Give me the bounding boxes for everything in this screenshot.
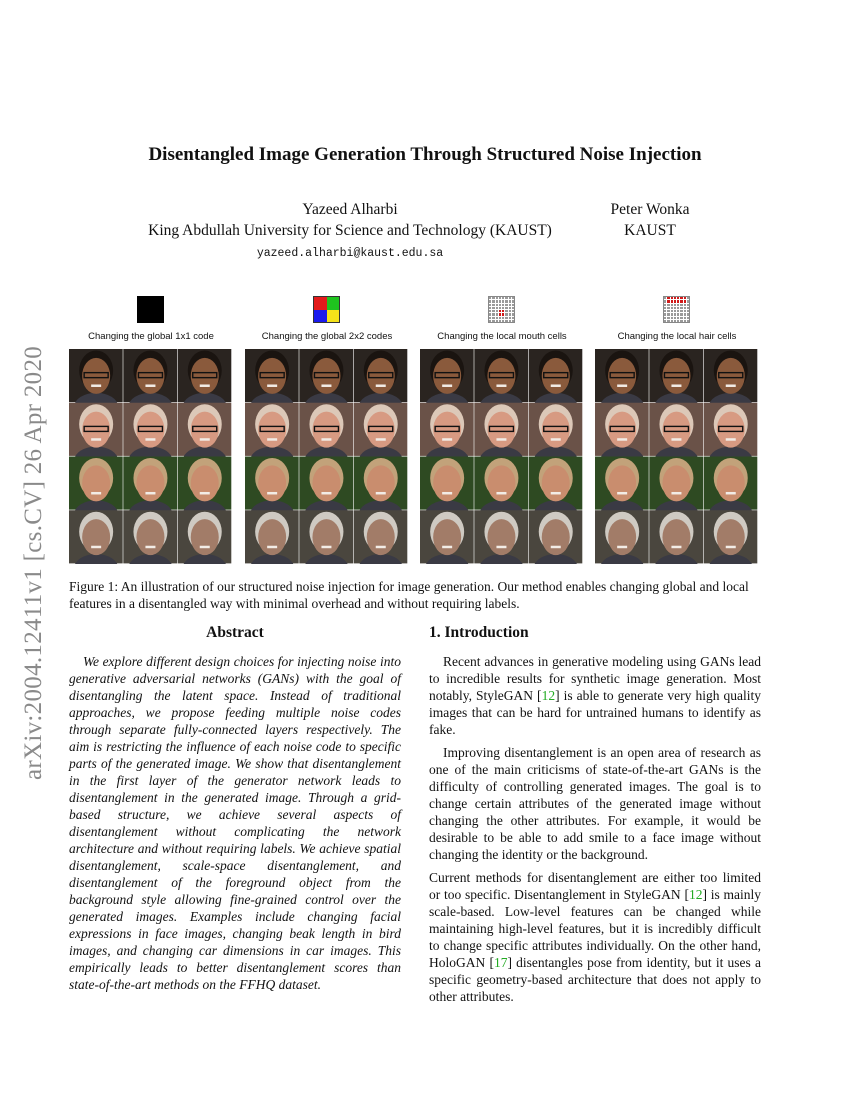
- author-email: yazeed.alharbi@kaust.edu.sa: [256, 247, 444, 260]
- face-thumbnail: [704, 510, 758, 564]
- noise-code-2x2-icon: [313, 296, 340, 323]
- panel-caption: Changing the local mouth cells: [437, 331, 567, 342]
- face-thumbnail: [649, 510, 703, 564]
- abstract-heading: Abstract: [206, 624, 264, 641]
- arxiv-identifier: arXiv:2004.12411v1 [cs.CV] 26 Apr 2020: [20, 345, 47, 780]
- face-thumbnail: [420, 510, 474, 564]
- panel-caption: Changing the local hair cells: [617, 331, 737, 342]
- face-image-grid: [69, 349, 232, 564]
- intro-paragraph-3: Current methods for disentanglement are either too limited or too specific. Disentanglement in StyleGAN [12] is mainly scale-based. Low-level features can be changed while maintaining high-level features, but it is incredibly difficult to change specific attributes individually. On the other hand, HoloGAN [17] disentangles pose from identity, but it uses a specific geometry-based architecture that does not apply to other attributes.: [429, 870, 761, 1004]
- citation-link[interactable]: 17: [493, 955, 508, 970]
- citation-link[interactable]: 12: [688, 887, 703, 902]
- abstract-column: [69, 624, 401, 993]
- author-name: Peter Wonka: [610, 201, 690, 218]
- intro-paragraph-1: Recent advances in generative modeling using GANs lead to incredible results for synthetic image generation. Most notably, StyleGAN [12] is able to generate very high quality images that can be hard for untrained humans to identify as fake.: [429, 654, 761, 737]
- face-thumbnail: [299, 510, 353, 564]
- face-thumbnail: [595, 510, 649, 564]
- figure-1: [69, 296, 759, 568]
- citation-link[interactable]: 12: [541, 688, 556, 703]
- panel-caption: Changing the global 2x2 codes: [261, 331, 393, 342]
- face-thumbnail: [474, 510, 528, 564]
- face-thumbnail: [123, 510, 177, 564]
- author-affiliation: King Abdullah University for Science and Technology (KAUST): [148, 222, 552, 239]
- noise-code-1x1-icon: [137, 296, 164, 323]
- face-thumbnail: [245, 510, 299, 564]
- face-image-grid: [420, 349, 583, 564]
- author-block-2: [600, 199, 700, 241]
- noise-grid-hair-icon: [663, 296, 690, 323]
- introduction-column: [429, 624, 761, 1011]
- figure-caption: Figure 1: An illustration of our structured noise injection for image generation. Our method enables changing global and local features in a disentangled way with minimal overhead and without requiring labels.: [69, 579, 749, 611]
- intro-paragraph-2: Improving disentanglement is an open area of research as one of the main criticisms of state-of-the-art GANs is the difficulty of controlling generated images. The goal is to change certain attributes of the generated image without changing the other attributes. For example, it would be desirable to be able to add smile to a face image without changing the identity or the background.: [429, 745, 761, 862]
- face-image-grid: [595, 349, 758, 564]
- face-image-grid: [245, 349, 408, 564]
- introduction-heading: 1. Introduction: [429, 624, 529, 641]
- paper-title: Disentangled Image Generation Through Structured Noise Injection: [148, 144, 702, 165]
- author-block-1: [130, 199, 570, 264]
- author-affiliation: KAUST: [624, 222, 676, 239]
- noise-grid-mouth-icon: [488, 296, 515, 323]
- face-thumbnail: [69, 510, 123, 564]
- abstract-text: We explore different design choices for injecting noise into generative adversarial networks (GANs) with the goal of disentangling the latent space. Instead of traditional approaches, we propose feeding multiple noise codes through separate fully-connected layers respectively. The aim is restricting the influence of each noise code to specific parts of the generated image. We show that disentanglement in the first layer of the generator network leads to disentanglement in the generated image. Through a grid-based structure, we achieve several aspects of disentanglement without complicating the network architecture and without requiring labels. We achieve spatial disentanglement, scale-space disentanglement, and disentanglement of the foreground object from the background style allowing fine-grained control over the generated images. Examples include changing facial expressions in face images, changing beak length in bird images, and changing car dimensions in car images. This empirically leads to better disentanglement scores than state-of-the-art methods on the FFHQ dataset.: [69, 654, 401, 992]
- face-thumbnail: [178, 510, 232, 564]
- face-thumbnail: [529, 510, 583, 564]
- author-name: Yazeed Alharbi: [302, 201, 398, 218]
- face-thumbnail: [354, 510, 408, 564]
- panel-caption: Changing the global 1x1 code: [88, 331, 214, 342]
